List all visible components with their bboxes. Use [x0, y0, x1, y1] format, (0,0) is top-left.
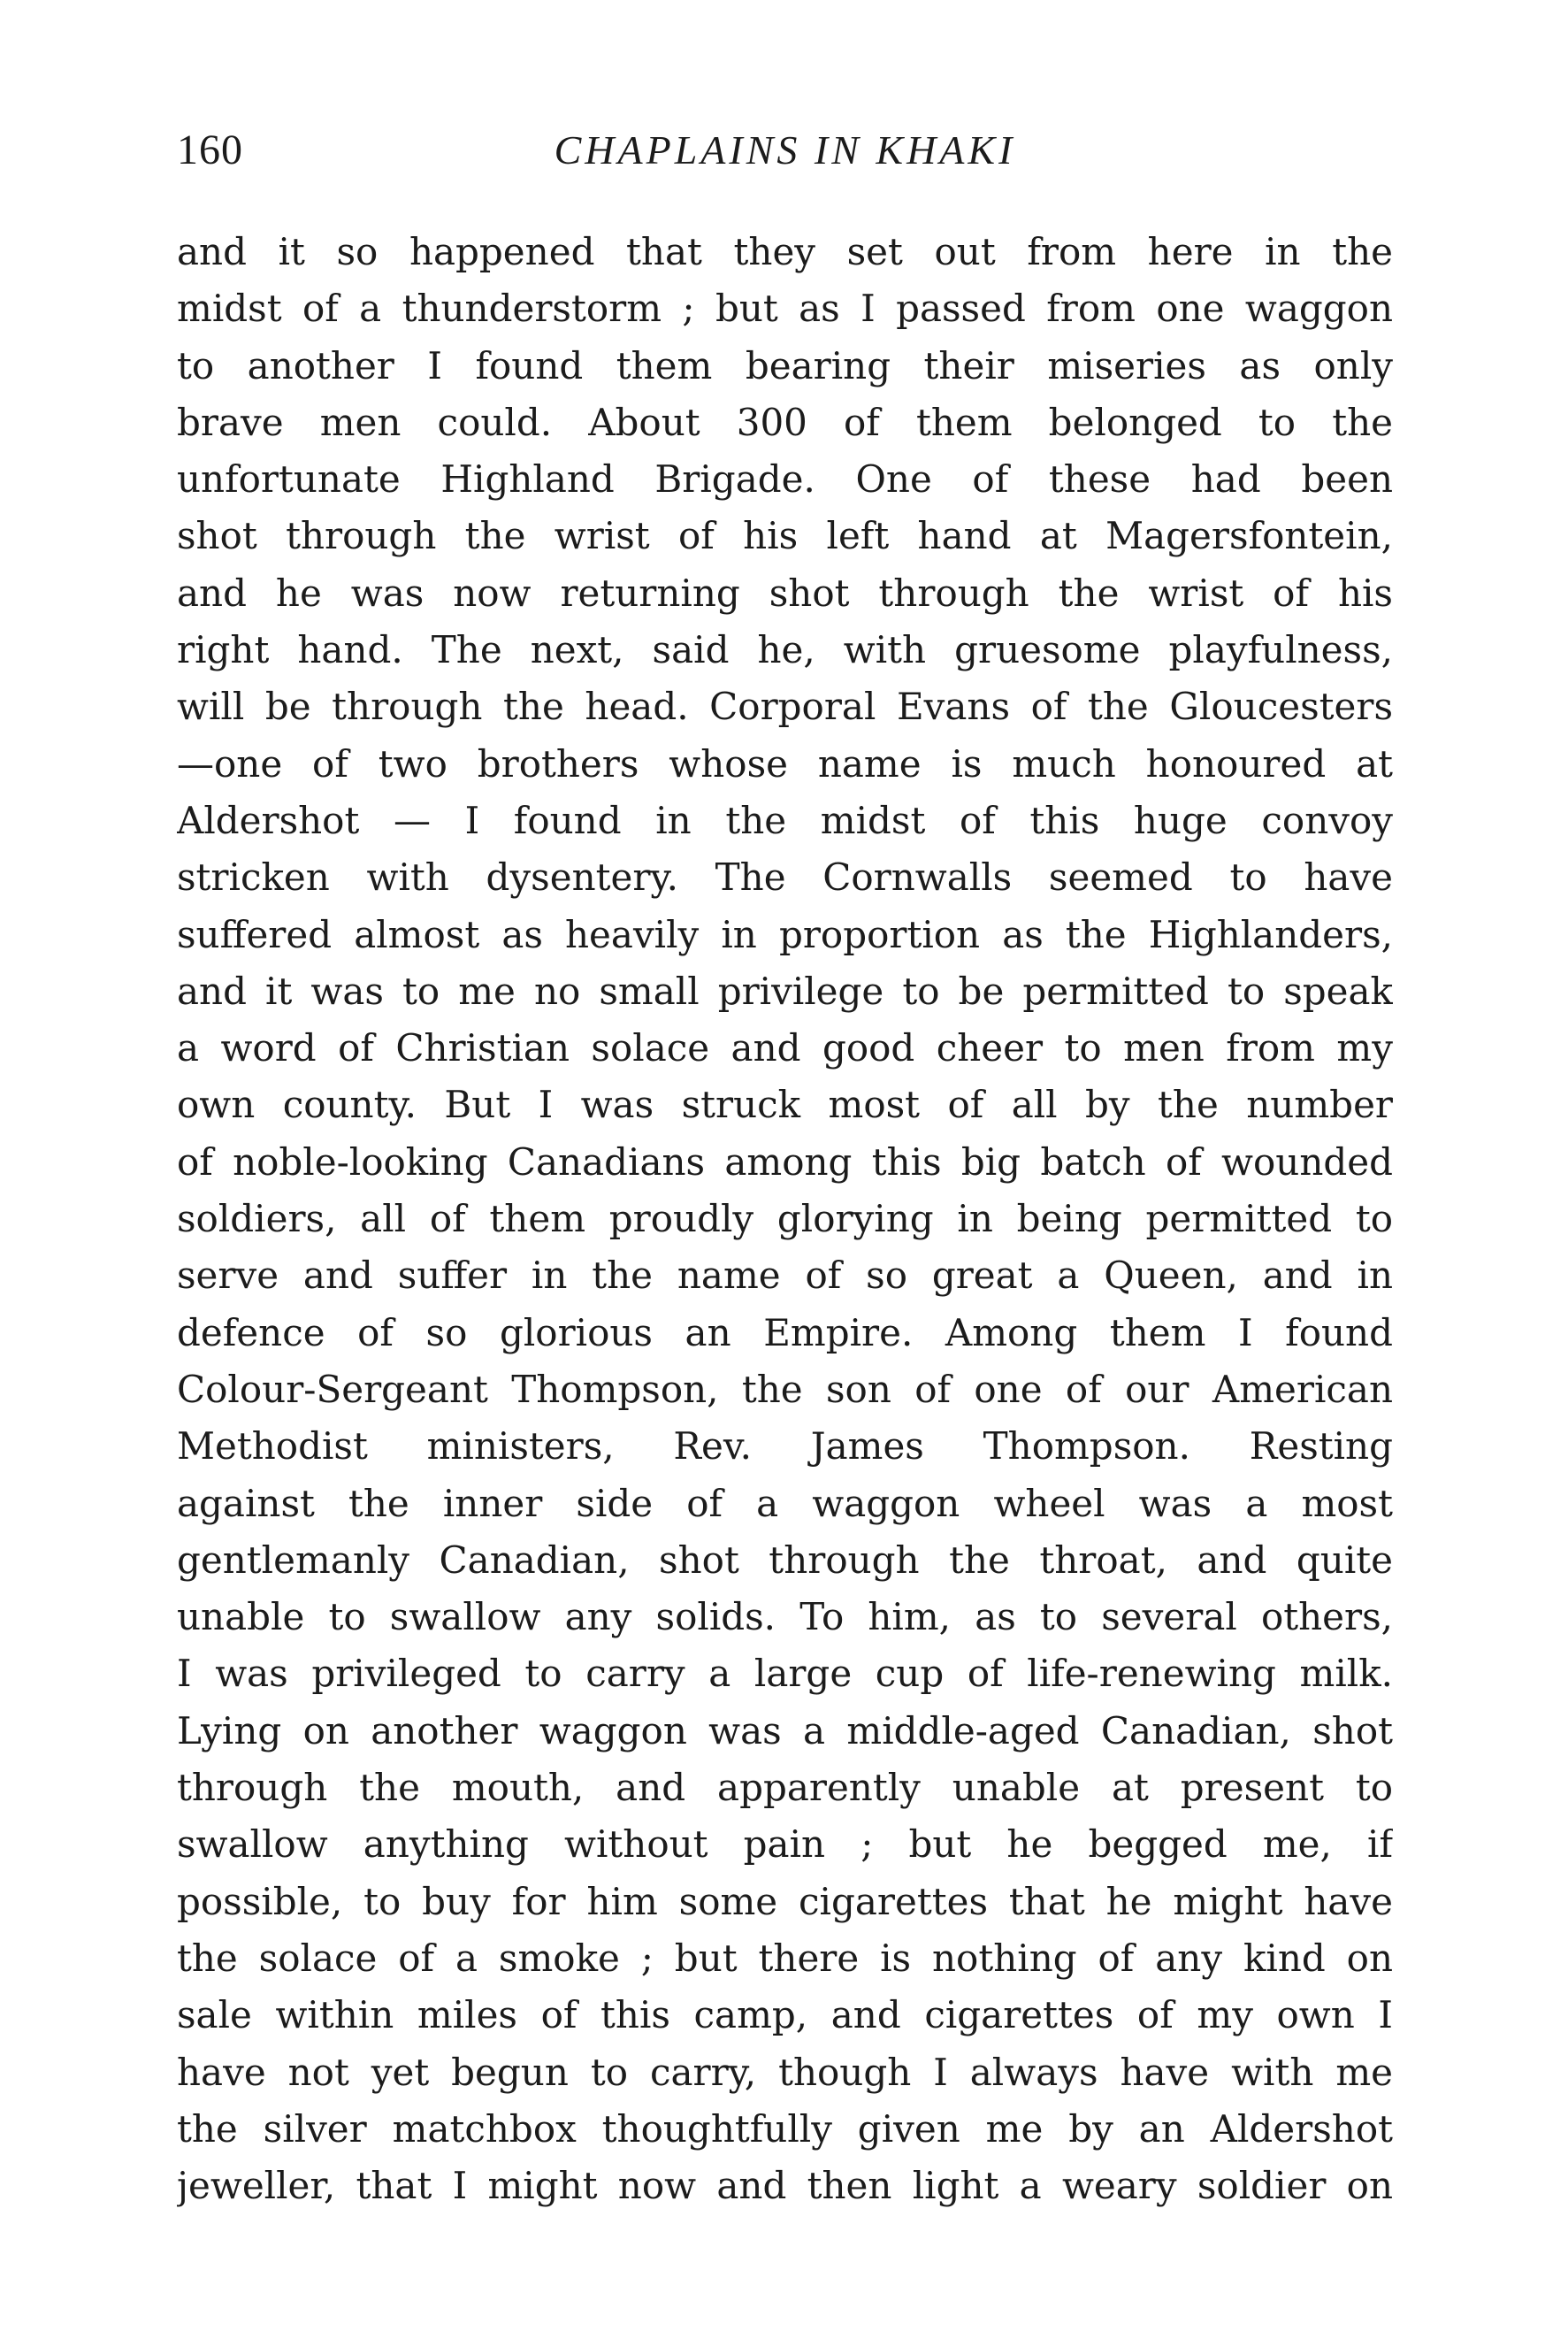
body-text: [177, 224, 1393, 2214]
text-line: Aldershot — I found in the midst of this huge convoy: [177, 798, 1393, 842]
text-line: soldiers, all of them proudly glorying in being permitted to: [177, 1197, 1393, 1241]
text-line: —one of two brothers whose name is much honoured at: [177, 741, 1393, 786]
text-line: and he was now returning shot through the wrist of his: [177, 571, 1393, 615]
text-line: unfortunate Highland Brigade. One of these had been: [177, 457, 1393, 502]
text-line: possible, to buy for him some cigarettes that he might have: [177, 1879, 1393, 1923]
text-line: gentlemanly Canadian, shot through the throat, and quite: [177, 1538, 1393, 1582]
text-line: the solace of a smoke ; but there is nothing of any kind on: [177, 1936, 1393, 1980]
text-line: I was privileged to carry a large cup of life-renewing milk.: [177, 1652, 1393, 1696]
text-line: against the inner side of a waggon wheel was a most: [177, 1481, 1393, 1525]
text-line: of noble-looking Canadians among this big batch of wounded: [177, 1139, 1393, 1184]
running-title: CHAPLAINS IN KHAKI: [554, 127, 1016, 173]
text-line: shot through the wrist of his left hand at Magersfontein,: [177, 514, 1393, 558]
text-line: and it was to me no small privilege to be permitted to speak: [177, 969, 1393, 1013]
text-line: sale within miles of this camp, and cigarettes of my own I: [177, 1993, 1393, 2037]
text-line: own county. But I was struck most of all by the number: [177, 1083, 1393, 1127]
text-line: have not yet begun to carry, though I always have with me: [177, 2050, 1393, 2094]
text-line: brave men could. About 300 of them belonged to the: [177, 400, 1393, 444]
text-line: a word of Christian solace and good cheer to men from my: [177, 1026, 1393, 1070]
text-line: to another I found them bearing their miseries as only: [177, 343, 1393, 387]
text-line: through the mouth, and apparently unable at present to: [177, 1766, 1393, 1810]
text-line: unable to swallow any solids. To him, as to several others,: [177, 1595, 1393, 1639]
text-line: midst of a thunderstorm ; but as I passed from one waggon: [177, 287, 1393, 331]
text-line: Colour-Sergeant Thompson, the son of one of our American: [177, 1367, 1393, 1411]
text-line: serve and suffer in the name of so great a Queen, and in: [177, 1254, 1393, 1298]
page-number: 160: [177, 127, 243, 173]
text-line: defence of so glorious an Empire. Among them I found: [177, 1310, 1393, 1354]
text-line: will be through the head. Corporal Evans of the Gloucesters: [177, 685, 1393, 729]
text-line: and it so happened that they set out from here in the: [177, 230, 1393, 273]
text-line: suffered almost as heavily in proportion as the Highlanders,: [177, 912, 1393, 956]
text-line: right hand. The next, said he, with gruesome playfulness,: [177, 628, 1393, 672]
running-head: [177, 124, 1393, 186]
text-line: stricken with dysentery. The Cornwalls seemed to have: [177, 855, 1393, 900]
text-line: the silver matchbox thoughtfully given me by an Aldershot: [177, 2106, 1393, 2151]
text-line: Methodist ministers, Rev. James Thompson. Resting: [177, 1424, 1393, 1469]
text-line: swallow anything without pain ; but he begged me, if: [177, 1822, 1393, 1867]
text-line: jeweller, that I might now and then light a weary soldier on: [177, 2164, 1393, 2208]
text-line: Lying on another waggon was a middle-aged Canadian, shot: [177, 1708, 1393, 1752]
